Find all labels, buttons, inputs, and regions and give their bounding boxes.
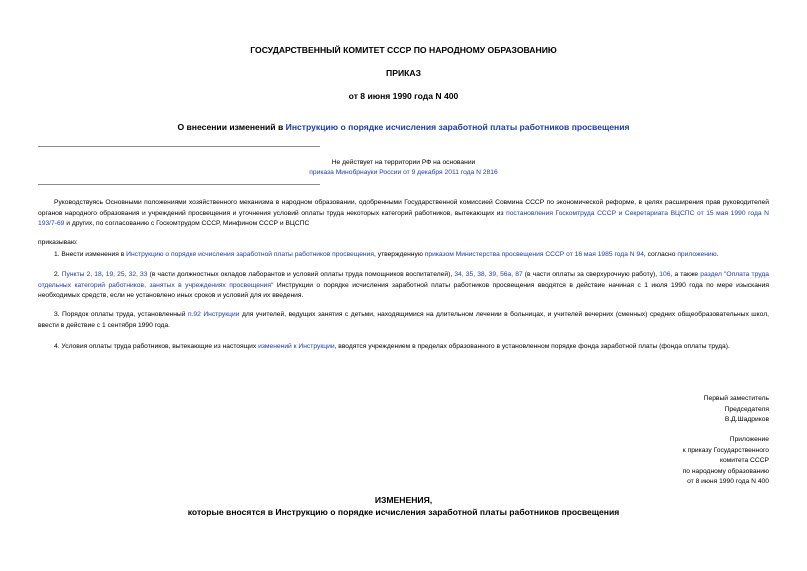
paragraph-1 [38, 250, 769, 261]
appendix-line: по народному образованию [682, 467, 769, 475]
p2-points-link-2[interactable]: 34, 35, 38, 39, 56а, 87 [454, 271, 523, 278]
subject-instruction-link[interactable]: Инструкцию о порядке исчисления заработной платы работников просвещения [285, 122, 630, 132]
subject-prefix: О внесении изменений в [177, 122, 286, 132]
p2-text-2: (в части должностных окладов лаборантов и условий оплаты труда помощников воспитателей), [147, 271, 455, 278]
p3-text: 3. Порядок оплаты труда, установленный [54, 311, 188, 318]
appendix-line: комитета СССР [719, 457, 769, 464]
preamble-paragraph [38, 198, 769, 230]
p2-point-106-link[interactable]: 106 [659, 271, 671, 278]
p1-appendix-link[interactable]: приложению [677, 251, 717, 258]
paragraph-2 [38, 270, 769, 302]
appendix-line: от 8 июня 1990 года N 400 [687, 478, 769, 485]
preamble-resolution-link[interactable]: постановления Госкомтруда СССР и Секретариата ВЦСПС от 15 мая 1990 года N 193/7-69 [38, 209, 769, 227]
p4-changes-link[interactable]: изменений к Инструкции [258, 343, 335, 350]
p2-points-link[interactable]: Пункты 2, 18, 19, 25, 32, 33 [61, 271, 148, 278]
p1-instruction-link[interactable]: Инструкцию о порядке исчисления заработной платы работников просвещения [126, 251, 374, 258]
document-date-number: от 8 июня 1990 года N 400 [348, 91, 459, 101]
document-type: ПРИКАЗ [386, 68, 421, 78]
p2-text-3: (в части оплаты за сверхурочную работу), [522, 271, 660, 278]
p3-instruction-link[interactable]: п.92 Инструкции [187, 311, 240, 318]
p1-order-link[interactable]: приказом Министерства просвещения СССР от 16 мая 1985 года N 94 [424, 251, 644, 258]
paragraph-4 [38, 342, 769, 353]
changes-title: ИЗМЕНЕНИЯ, [374, 495, 433, 505]
changes-subtitle: которые вносятся в Инструкцию о порядке исчисления заработной платы работников просвещения [187, 507, 620, 517]
status-note [0, 158, 807, 178]
paragraph-3 [38, 310, 769, 331]
p2-section-link[interactable]: раздел "Оплата труда отдельных категорий работников, занятых в учреждениях просвещения" [38, 271, 769, 289]
signature-block [704, 394, 769, 426]
orders-label: приказываю: [38, 239, 78, 246]
appendix-line: Приложение [729, 436, 769, 443]
issuing-organization: ГОСУДАРСТВЕННЫЙ КОМИТЕТ СССР ПО НАРОДНОМУ ОБРАЗОВАНИЮ [250, 45, 557, 55]
p1-text: 1. Внести изменения в [54, 251, 127, 258]
appendix-line: к приказу Государственного [682, 446, 769, 454]
status-line: Не действует на территории РФ на основании [331, 159, 476, 166]
status-order-link[interactable]: приказа Минобрнауки России от 9 декабря 2011 года N 2816 [309, 169, 498, 176]
document-subject [0, 122, 807, 132]
p1-text-3: , согласно [643, 251, 678, 258]
preamble-text-end: и других, по согласованию с Госкомтрудом СССР, Минфином СССР и ВЦСПС [64, 220, 310, 227]
p2-text-4: , а также [670, 271, 701, 278]
signature-position-2: Председателя [724, 405, 769, 413]
preamble-text: Руководствуясь Основными положениями хозяйственного механизма в народном образовании, одобренными Государственной комиссией Совмина СССР по экономической реформе, в целях расширения прав руководителей органов народного образования и учреждений просвещения и уточнения условий оплаты труда некоторых категорий работников, вытекающих из [38, 199, 769, 217]
p4-text-2: , вводятся учреждением в пределах образованного в установленном порядке фонда заработной платы (фонда оплаты труда). [334, 343, 730, 350]
p2-text: 2. [54, 271, 62, 278]
top-divider [38, 146, 320, 147]
p2-text-6: вводятся в действие начиная с 1 июля 1990 года по мере изыскания необходимых средств, если не установлено иных сроков и условий для их введения. [38, 281, 769, 299]
appendix-block [683, 435, 769, 488]
bottom-divider [38, 184, 320, 185]
signature-position: Первый заместитель [703, 395, 769, 402]
p4-text: 4. Условия оплаты труда работников, вытекающие из настоящих [54, 343, 259, 350]
p3-text-2: для учителей, ведущих занятия с детьми, находящимися на длительном лечении в больницах, и учителей вечерних (сменных) средних общеобразовательных школ, ввести в действие с 1 сентября 1990 года. [38, 311, 769, 329]
p2-text-5: Инструкции о порядке исчисления заработной платы работников просвещения [273, 281, 535, 289]
p1-text-2: , утвержденную [373, 251, 425, 258]
signature-name: В.Д.Шадриков [724, 416, 769, 423]
p1-text-4: . [716, 251, 719, 258]
